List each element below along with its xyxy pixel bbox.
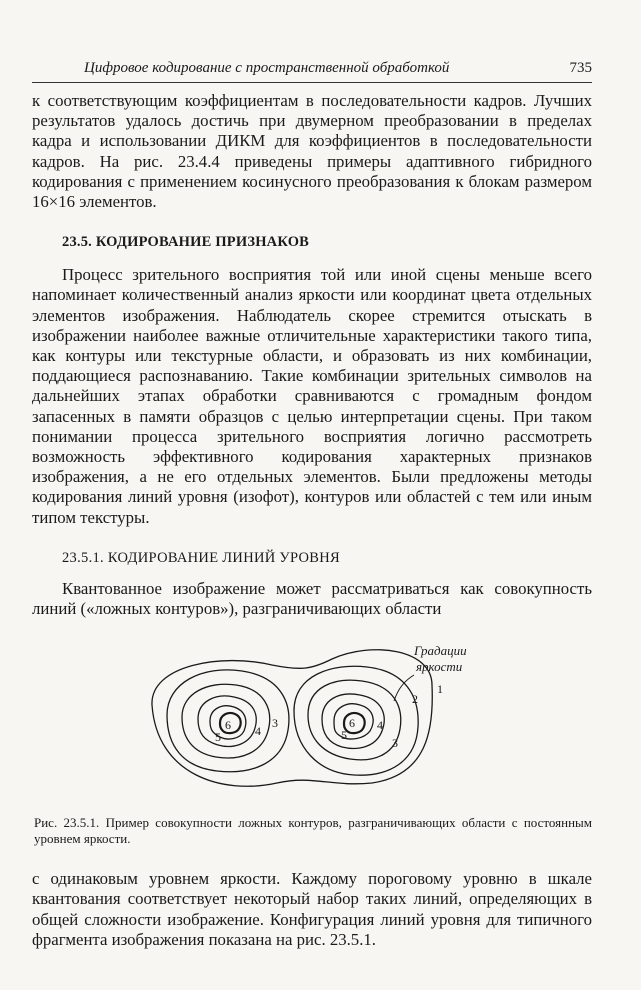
legend-leader [394, 675, 414, 701]
paragraph-level-lines: с одинаковым уровнем яркости. Каждому пороговому уровню в шкале квантования соответствует некоторый набор таких линий, определяющих в общей сложности изображение. Конфигурация линий уровня для типичного фрагмента изображения показана на рис. 23.5.1. [32, 869, 592, 949]
running-header [32, 60, 592, 83]
subsection-title: 23.5.1. КОДИРОВАНИЕ ЛИНИЙ УРОВНЯ [62, 549, 341, 566]
level-label: 3 [272, 716, 278, 731]
level-label: 4 [377, 718, 383, 733]
paragraph-quantized-image: Квантованное изображение может рассматриваться как совокупность линий («ложных контуров»), разграничивающих области [32, 578, 592, 619]
level-label: 5 [215, 730, 221, 745]
legend-line-1: Градации [414, 643, 467, 659]
page-number: 735 [569, 60, 592, 76]
contour-level-2-right [294, 667, 418, 776]
contour-diagram [32, 635, 592, 815]
level-label: 6 [225, 718, 231, 733]
level-label: 3 [392, 736, 398, 751]
level-label: 4 [255, 724, 261, 739]
section-title: 23.5. КОДИРОВАНИЕ ПРИЗНАКОВ [62, 234, 310, 251]
running-title: Цифровое кодирование с пространственной обработкой [84, 60, 450, 76]
level-label: 6 [349, 716, 355, 731]
figure-caption: Рис. 23.5.1. Пример совокупности ложных контуров, разграничивающих области с постоянным уровнем яркости. [34, 815, 592, 847]
paragraph-continuation: к соответствующим коэффициентам в последовательности кадров. Лучших результатов удалось достичь при двумерном преобразовании в пределах кадра и использовании ДИКМ для коэффициентов в последовательности кадров. На рис. 23.4.4 приведены примеры адаптивного гибридного кодирования с применением косинусного преобразования к блокам размером 16×16 элементов. [32, 91, 592, 212]
level-label: 5 [341, 728, 347, 743]
contour-level-1 [152, 650, 432, 787]
legend-line-2: яркости [416, 659, 463, 675]
figure-false-contours [32, 635, 592, 815]
page [32, 60, 592, 950]
level-label: 2 [412, 692, 418, 707]
level-label: 1 [437, 682, 443, 697]
paragraph-feature-coding: Процесс зрительного восприятия той или иной сцены меньше всего напоминает количественный анализ яркости или координат цвета отдельных элементов изображения. Наблюдатель скорее стремится отыскать в изображении наиболее важные отличительные характеристики такого типа, как контуры или текстурные области, и образовать из них комбинации, поддающиеся распознаванию. Такие комбинации зрительных символов на дальнейших этапах обработки сравниваются с громадным фондом запасенных в памяти образцов с целью интерпретации сцены. При таком понимании процесса зрительного восприятия логично рассмотреть возможность эффективного кодирования характерных признаков изображения, а не его отдельных элементов. Были предложены методы кодирования линий уровня (изофот), контуров или областей с тем или иным типом текстуры. [32, 265, 592, 527]
